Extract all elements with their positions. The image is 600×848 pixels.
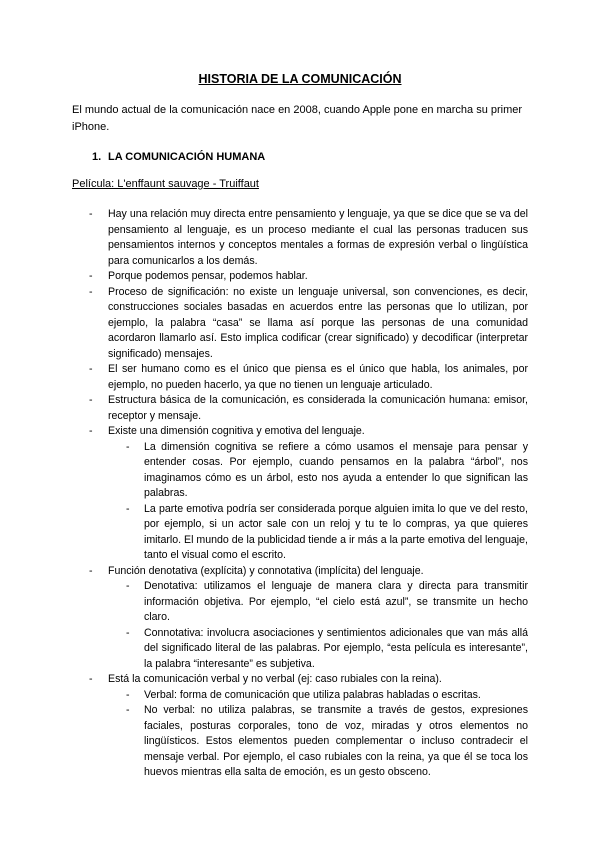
bullet-marker: -: [89, 285, 93, 298]
list-item: [72, 424, 528, 440]
list-item: [72, 285, 528, 363]
list-item: [72, 564, 528, 580]
list-item: [72, 269, 528, 285]
bullet-marker: -: [126, 440, 130, 453]
sub-list-item-text: No verbal: no utiliza palabras, se transmite a través de gestos, expresiones faciales, posturas corporales, tono de voz, miradas y otros elementos no lingüísticos. Estos elementos pueden complementar o incluso contradecir el mensaje verbal. Por ejemplo, el caso rubiales con la reina, ya que él se toca los huevos mientras ella salta de emoción, es un gesto obsceno.: [144, 704, 528, 778]
sub-list-item-text: La dimensión cognitiva se refiere a cómo usamos el mensaje para pensar y entender cosas. Por ejemplo, cuando pensamos en la palabra “árbol”, nos imaginamos cómo es un árbol, esto nos ayuda a entender lo que significan las palabras.: [144, 440, 528, 499]
list-item-text: Proceso de significación: no existe un lenguaje universal, son convenciones, es decir, construcciones sociales basadas en acuerdos entre las personas que lo utilizan, por ejemplo, la palabra “casa” se llama así porque las personas de una comunidad acordaron llamarlo así. Esto implica codificar (crear significado) y decodificar (interpretar significado) mensajes.: [108, 285, 528, 360]
sub-list-item: [72, 626, 528, 673]
sub-list-item-text: Denotativa: utilizamos el lenguaje de manera clara y directa para transmitir información objetiva. Por ejemplo, “el cielo está azul”, se transmite un hecho claro.: [144, 580, 528, 623]
bullet-marker: -: [89, 425, 93, 437]
bullet-marker: -: [126, 688, 130, 701]
film-reference: Película: L'enffaunt sauvage - Truiffaut: [72, 178, 259, 190]
list-item-text: Está la comunicación verbal y no verbal (ej: caso rubiales con la reina).: [108, 673, 442, 685]
list-item: [72, 207, 528, 269]
sub-list-item-text: La parte emotiva podría ser considerada porque alguien imita lo que ve del resto, por ejemplo, si un actor sale con un reloj y tu te lo compras, ya que quieres imitarlo. El mundo de la publicidad tiende a ir más a la parte emotiva del lenguaje, tanto el visual como el escrito.: [144, 502, 528, 561]
list-item-text: Función denotativa (explícita) y connotativa (implícita) del lenguaje.: [108, 564, 424, 577]
sub-list-item-text: Verbal: forma de comunicación que utiliza palabras habladas o escritas.: [144, 688, 481, 701]
bullet-marker: -: [126, 626, 130, 639]
bullet-marker: -: [126, 502, 130, 515]
bullet-marker: -: [89, 564, 93, 577]
list-item: [72, 393, 528, 424]
section-heading: [92, 151, 265, 163]
sub-list-item: [72, 703, 528, 781]
list-item-text: Porque podemos pensar, podemos hablar.: [108, 270, 308, 282]
section-title: LA COMUNICACIÓN HUMANA: [108, 151, 266, 163]
list-item-text: El ser humano como es el único que piensa es el único que habla, los animales, por ejemplo, no pueden hacerlo, ya que no tienen un lenguaje articulado.: [108, 363, 528, 391]
list-item-text: Hay una relación muy directa entre pensamiento y lenguaje, ya que se dice que se va del pensamiento al lenguaje, es un proceso mediante el cual las personas traducen sus pensamientos internos y conceptos mentales a formas de expresión verbal o lingüística para comunicarlos a los demás.: [108, 208, 528, 267]
sub-list-item-text: Connotativa: involucra asociaciones y sentimientos adicionales que van más allá del significado literal de las palabras. Por ejemplo, “esta película es interesante”, la palabra “interesante” es subjetiva.: [144, 626, 528, 670]
bullet-marker: -: [126, 580, 130, 592]
list-item: [72, 672, 528, 688]
bullet-marker: -: [89, 208, 93, 220]
list-item-text: Estructura básica de la comunicación, es considerada la comunicación humana: emisor, receptor y mensaje.: [108, 394, 528, 422]
bullet-marker: -: [89, 363, 93, 375]
bullet-marker: -: [89, 673, 93, 685]
document-title: HISTORIA DE LA COMUNICACIÓN: [198, 72, 402, 86]
intro-paragraph: El mundo actual de la comunicación nace en 2008, cuando Apple pone en marcha su primer iPhone.: [72, 104, 523, 133]
bullet-marker: -: [126, 704, 130, 716]
sub-list-item: [72, 440, 528, 502]
sub-list-item: [72, 688, 528, 704]
bullet-marker: -: [89, 270, 93, 282]
list-item: [72, 362, 528, 393]
sub-list-item: [72, 502, 528, 564]
list-item-text: Existe una dimensión cognitiva y emotiva del lenguaje.: [108, 425, 365, 437]
bullet-marker: -: [89, 394, 93, 406]
sub-list-item: [72, 579, 528, 626]
section-number: 1.: [92, 151, 102, 163]
bullet-list: [72, 207, 528, 781]
